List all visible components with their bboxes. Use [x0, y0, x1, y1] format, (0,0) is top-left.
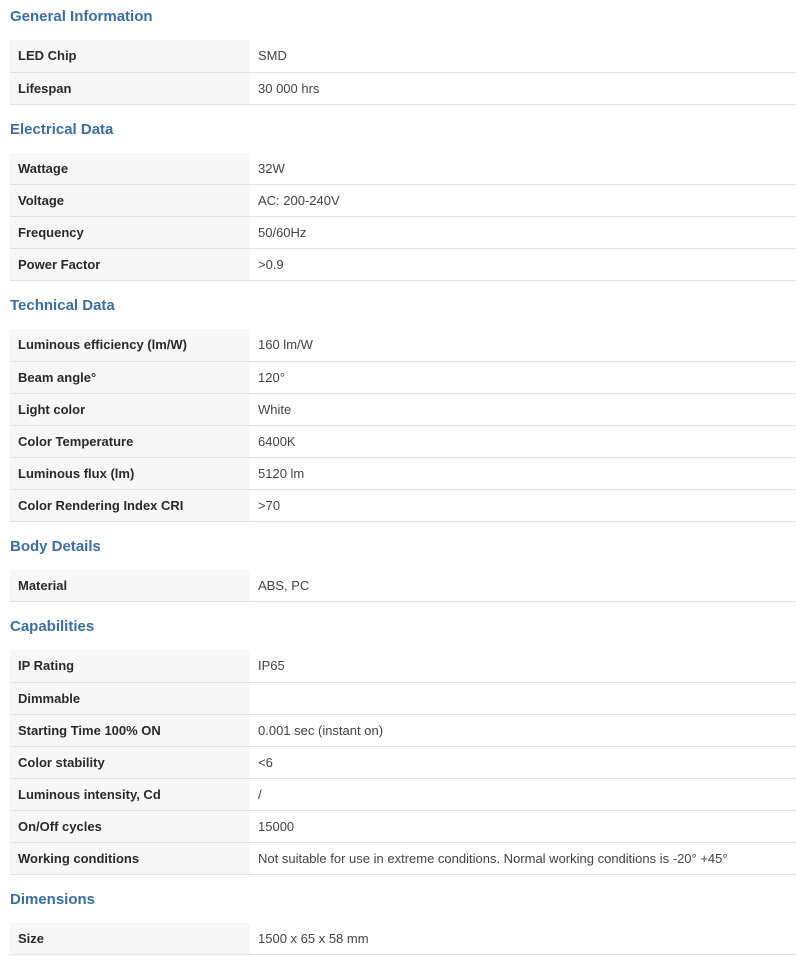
row-label: Lifespan [10, 72, 250, 104]
row-label: Luminous efficiency (lm/W) [10, 329, 250, 361]
row-value: 0.001 sec (instant on) [250, 714, 796, 746]
row-value: 120° [250, 361, 796, 393]
table-row [10, 810, 796, 842]
row-label: Color Temperature [10, 425, 250, 457]
row-label: Power Factor [10, 249, 250, 281]
row-label: Luminous intensity, Cd [10, 778, 250, 810]
spec-table [10, 923, 796, 956]
row-label: IP Rating [10, 650, 250, 682]
table-row [10, 682, 796, 714]
row-label: Wattage [10, 153, 250, 185]
section-dimensions [10, 889, 796, 956]
section-capabilities [10, 616, 796, 875]
section-technical-data [10, 295, 796, 522]
row-label: Starting Time 100% ON [10, 714, 250, 746]
spec-table [10, 153, 796, 282]
section-title: General Information [10, 8, 153, 25]
spec-table [10, 570, 796, 603]
row-value: 5120 lm [250, 457, 796, 489]
row-label: Color stability [10, 746, 250, 778]
section-title: Technical Data [10, 297, 115, 314]
row-label: On/Off cycles [10, 810, 250, 842]
row-value: SMD [250, 40, 796, 72]
table-row [10, 361, 796, 393]
row-value: <6 [250, 746, 796, 778]
section-body-details [10, 536, 796, 603]
section-general-information [10, 6, 796, 105]
row-label: Light color [10, 393, 250, 425]
row-label: Beam angle° [10, 361, 250, 393]
row-value: 6400K [250, 425, 796, 457]
section-title: Body Details [10, 537, 101, 555]
table-row [10, 153, 796, 185]
table-row [10, 778, 796, 810]
row-value: IP65 [250, 650, 796, 682]
table-row [10, 650, 796, 682]
row-value: Not suitable for use in extreme conditions. Normal working conditions is -20° +45° [250, 842, 796, 874]
table-row [10, 40, 796, 72]
row-label: Frequency [10, 217, 250, 249]
row-value: / [250, 778, 796, 810]
row-label: Dimmable [10, 682, 250, 714]
section-title: Electrical Data [10, 120, 114, 138]
table-row [10, 249, 796, 281]
row-label: Luminous flux (lm) [10, 457, 250, 489]
section-title: Capabilities [10, 618, 95, 635]
row-value: >70 [250, 489, 796, 521]
row-value: 160 lm/W [250, 329, 796, 361]
table-row [10, 714, 796, 746]
table-row [10, 570, 796, 602]
table-row [10, 329, 796, 361]
row-label: Working conditions [10, 842, 250, 874]
row-value: AC: 200-240V [250, 185, 796, 217]
row-value: >0.9 [250, 249, 796, 281]
table-row [10, 457, 796, 489]
row-value: ABS, PC [250, 570, 796, 602]
row-value: 50/60Hz [250, 217, 796, 249]
table-row [10, 842, 796, 874]
section-title: Dimensions [10, 890, 96, 908]
table-row [10, 393, 796, 425]
spec-table [10, 40, 796, 105]
spec-table [10, 650, 796, 875]
table-row [10, 923, 796, 955]
row-value: 1500 x 65 x 58 mm [250, 923, 796, 955]
row-value: 15000 [250, 810, 796, 842]
row-value [250, 682, 796, 714]
row-value: 30 000 hrs [250, 72, 796, 104]
table-row [10, 217, 796, 249]
table-row [10, 72, 796, 104]
row-value: White [250, 393, 796, 425]
row-label: Size [10, 923, 250, 955]
row-label: Voltage [10, 185, 250, 217]
row-label: LED Chip [10, 40, 250, 72]
spec-table [10, 329, 796, 522]
table-row [10, 489, 796, 521]
table-row [10, 746, 796, 778]
table-row [10, 425, 796, 457]
section-electrical-data [10, 119, 796, 282]
row-value: 32W [250, 153, 796, 185]
table-row [10, 185, 796, 217]
row-label: Material [10, 570, 250, 602]
row-label: Color Rendering Index CRI [10, 489, 250, 521]
